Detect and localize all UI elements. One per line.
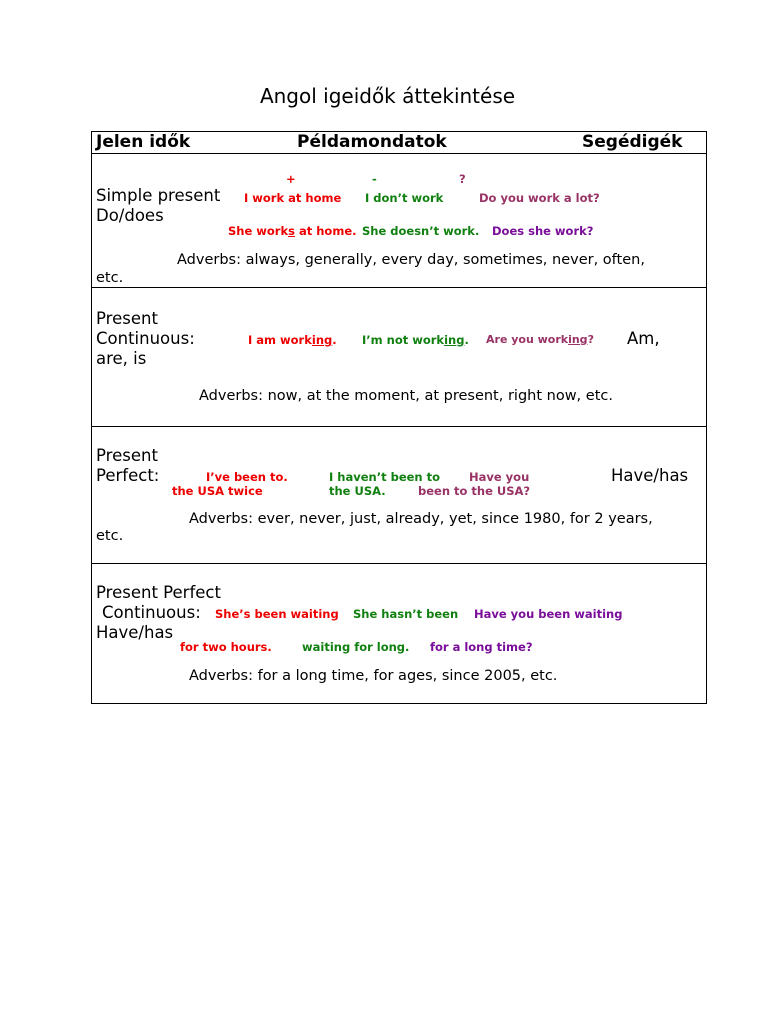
- adverbs-simple-present-cont: etc.: [96, 270, 124, 286]
- example-positive-l2: the USA twice: [172, 484, 263, 498]
- example-question-l2: been to the USA?: [418, 484, 531, 498]
- example-positive-l1: She’s been waiting: [215, 607, 339, 621]
- example-positive-l1: I’ve been to.: [206, 470, 288, 484]
- example-positive-l2: for two hours.: [180, 640, 272, 654]
- example-question: Are you working?: [486, 333, 594, 346]
- example-question-l2: for a long time?: [430, 640, 533, 654]
- plus-marker: +: [286, 172, 296, 186]
- example-positive: I work at home: [244, 191, 342, 205]
- question-marker: ?: [459, 172, 466, 186]
- tense-ppc-l1: Present Perfect: [96, 583, 221, 602]
- adverbs-ppc: Adverbs: for a long time, for ages, since 2005, etc.: [189, 668, 558, 684]
- example-question-3rd: Does she work?: [492, 224, 594, 238]
- page-title: Angol igeidők áttekintése: [259, 84, 516, 108]
- example-negative-l1: She hasn’t been: [353, 607, 459, 621]
- aux-present-perfect: Have/has: [611, 466, 689, 485]
- example-negative-3rd: She doesn’t work.: [362, 224, 480, 238]
- adverbs-simple-present: Adverbs: always, generally, every day, sometimes, never, often,: [177, 252, 645, 268]
- example-negative: I’m not working.: [362, 333, 469, 347]
- example-negative-l1: I haven’t been to: [329, 470, 441, 484]
- example-question-l1: Have you been waiting: [474, 607, 623, 621]
- tense-simple-present: Simple present: [96, 186, 221, 205]
- adverbs-present-perfect-cont: etc.: [96, 528, 124, 544]
- header-tenses: Jelen idők: [96, 132, 191, 152]
- minus-marker: -: [372, 172, 377, 186]
- example-question-l1: Have you: [469, 470, 530, 484]
- header-examples: Példamondatok: [297, 132, 447, 152]
- tense-ppc-l3: Have/has: [96, 623, 174, 642]
- example-negative: I don’t work: [365, 191, 444, 205]
- example-positive: I am working.: [248, 333, 337, 347]
- tense-present-perfect-l1: Present: [96, 446, 158, 465]
- adverbs-present-perfect: Adverbs: ever, never, just, already, yet, since 1980, for 2 years,: [189, 511, 653, 527]
- tense-ppc-l2: Continuous:: [102, 603, 201, 622]
- tense-present-perfect-l2: Perfect:: [96, 466, 160, 485]
- tense-present-continuous-l1: Present: [96, 309, 158, 328]
- tenses-table: [91, 131, 707, 704]
- aux-simple-present: Do/does: [96, 206, 164, 225]
- row-divider: [92, 287, 706, 288]
- row-divider: [92, 563, 706, 564]
- example-question: Do you work a lot?: [479, 191, 600, 205]
- header-auxiliaries: Segédigék: [582, 132, 683, 152]
- example-negative-l2: the USA.: [329, 484, 386, 498]
- adverbs-present-continuous: Adverbs: now, at the moment, at present, right now, etc.: [199, 388, 613, 404]
- row-divider: [92, 153, 706, 154]
- example-negative-l2: waiting for long.: [302, 640, 410, 654]
- row-divider: [92, 426, 706, 427]
- aux-present-continuous: Am,: [627, 329, 660, 348]
- tense-present-continuous-l2: Continuous:: [96, 329, 195, 348]
- example-positive-3rd: She works at home.: [228, 224, 357, 238]
- tense-present-continuous-l3: are, is: [96, 349, 147, 368]
